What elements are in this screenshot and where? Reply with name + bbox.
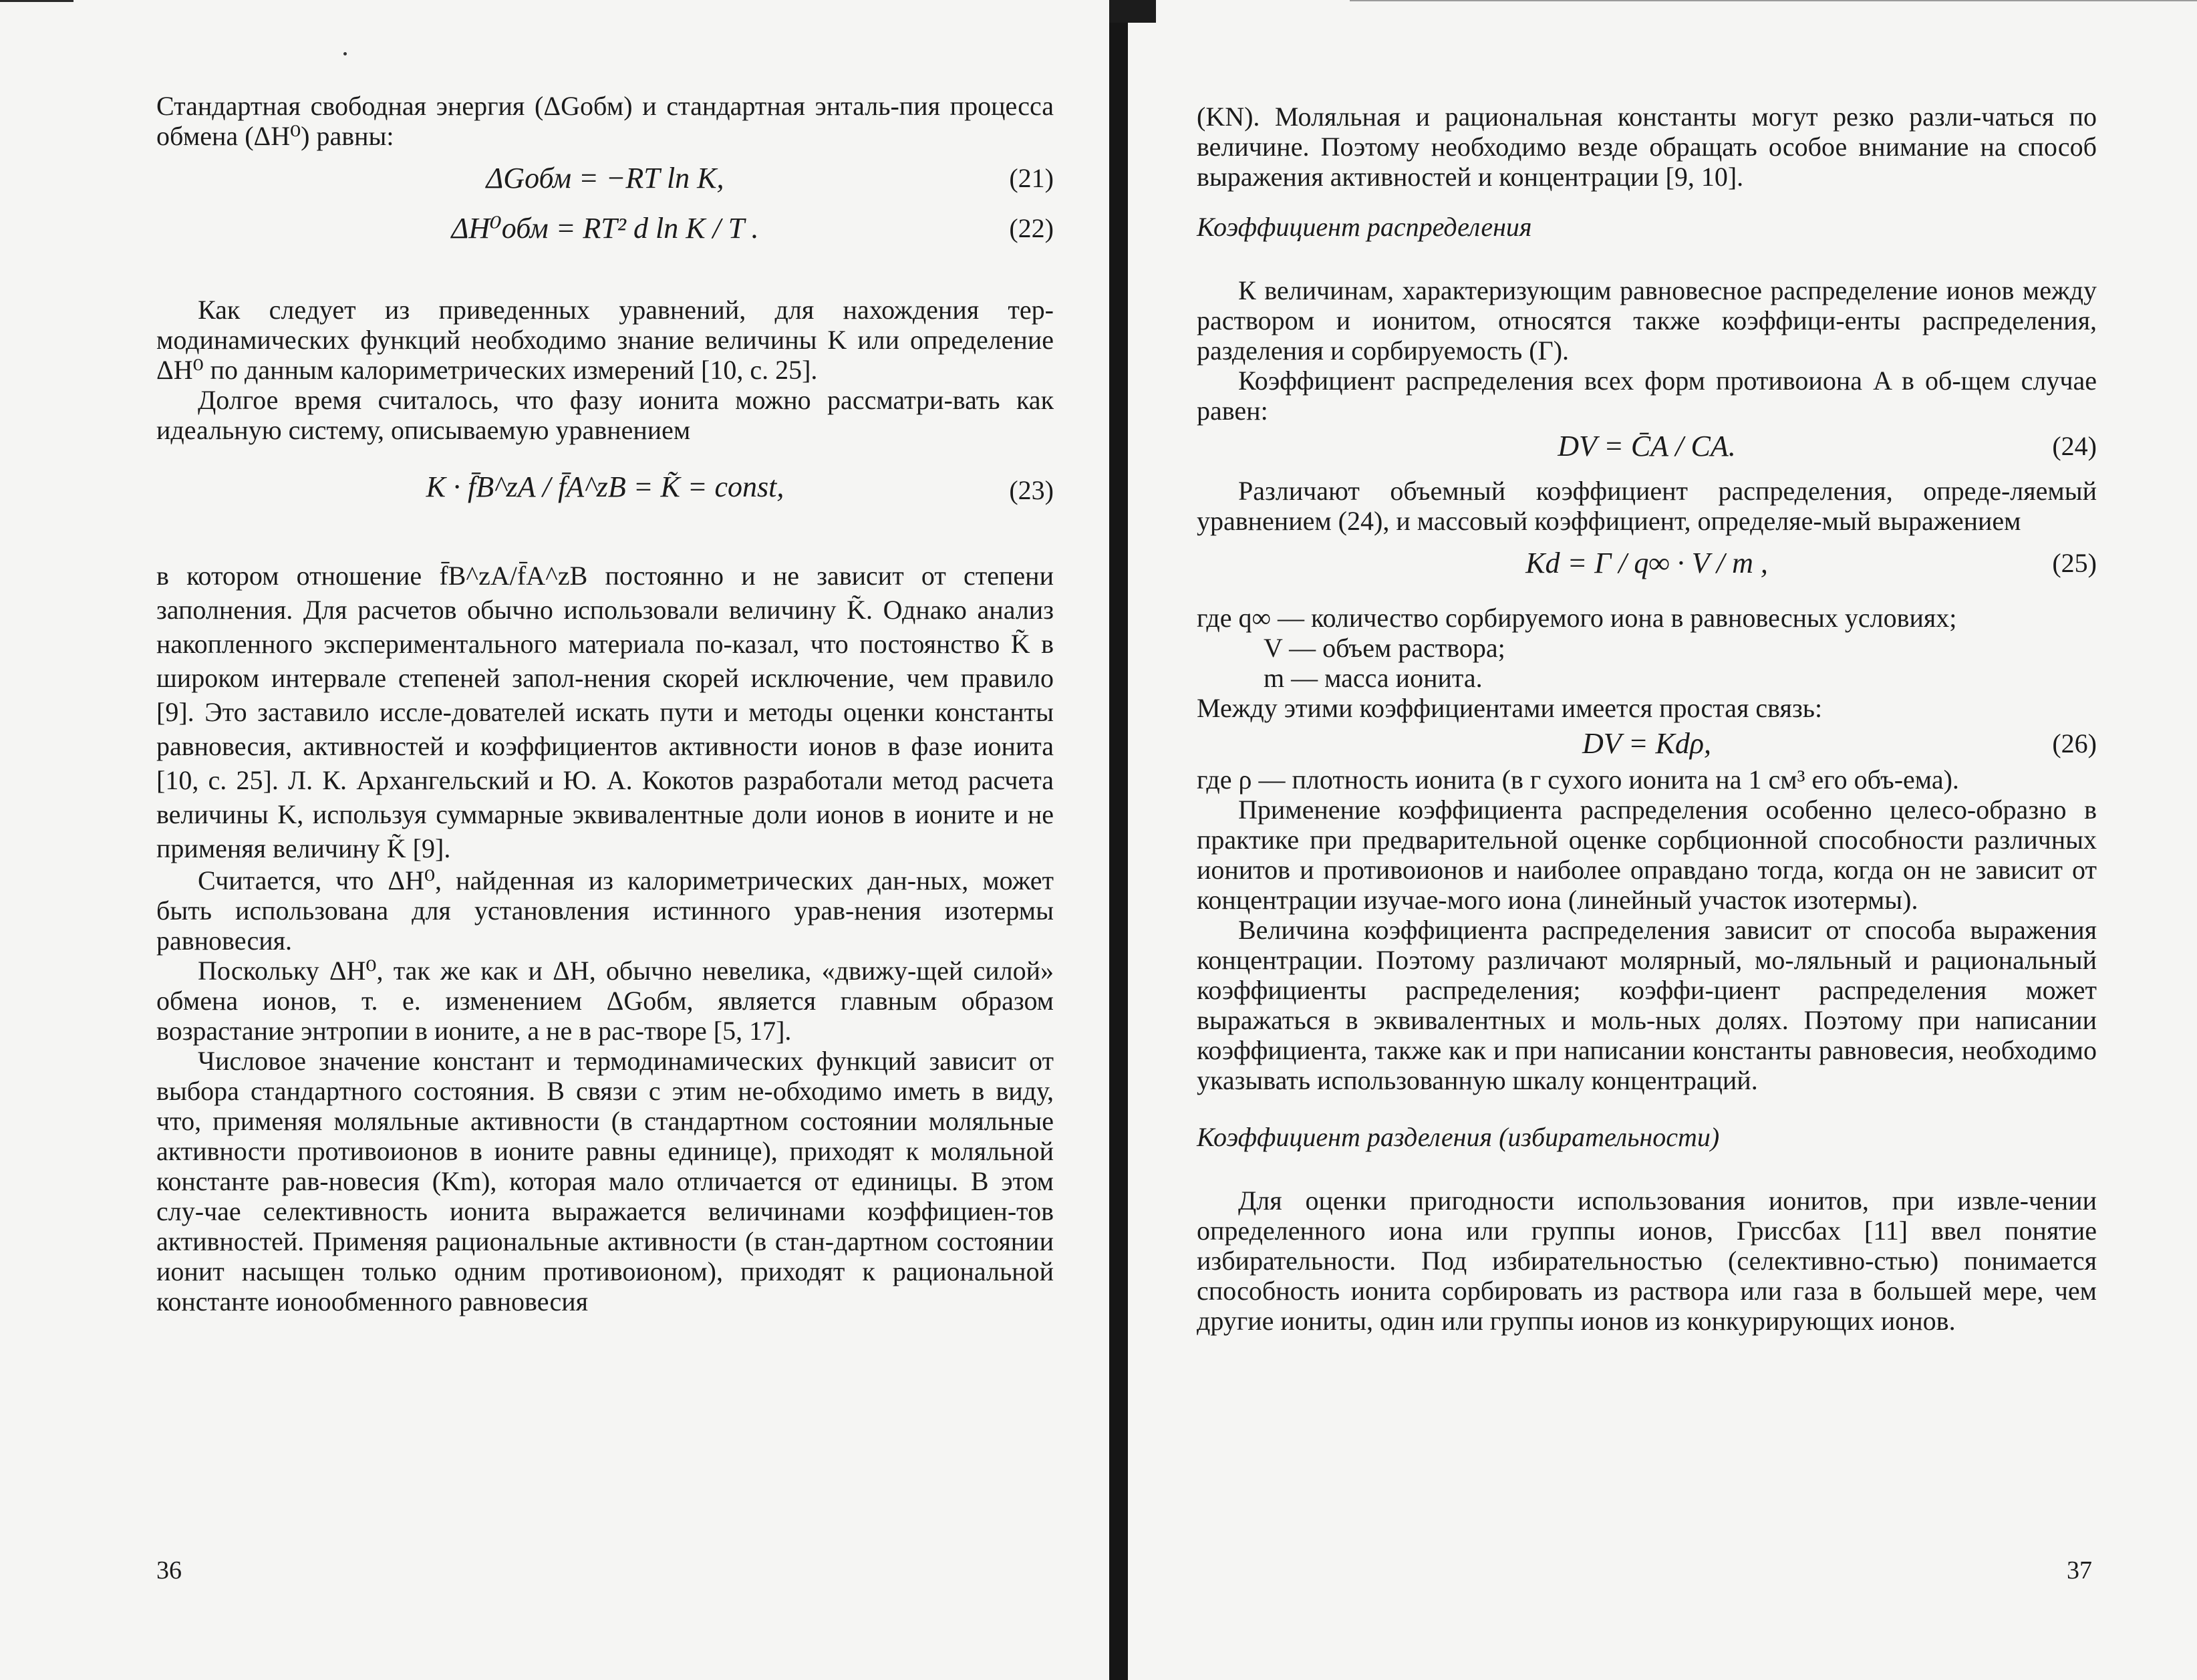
equation-formula: DV = Kdρ, [1582,727,1711,760]
equation-number: (24) [2052,431,2097,461]
paragraph: Различают объемный коэффициент распределения, опреде-ляемый уравнением (24), и массовый коэффициент, определяе-мый выражением [1197,476,2097,536]
equation-21 [156,158,1054,208]
paragraph: Коэффициент распределения всех форм противоиона A в об-щем случае равен: [1197,366,2097,426]
equation-number: (23) [1009,475,1054,505]
where-clause: где ρ — плотность ионита (в г сухого ионита на 1 см³ его объ-ема). [1197,764,1959,795]
paragraph: Величина коэффициента распределения зависит от способа выражения концентрации. Поэтому различают молярный, мо-ляльный и рациональный коэффициенты распределения; коэффи-циент распределения может выражаться в эквивалентных и моль-ных долях. Поэтому при написании коэффициента, также как и при написании константы равновесия, необходимо указывать использованную шкалу концентраций. [1197,915,2097,1095]
paragraph: Стандартная свободная энергия (ΔGобм) и стандартная энталь-пия процесса обмена (ΔH⁰) равны: [156,91,1054,151]
equation-26 [1197,723,2097,764]
section-heading: Коэффициент разделения (избирательности) [1197,1122,1720,1152]
equation-number: (26) [2052,728,2097,758]
paragraph: Применение коэффициента распределения особенно целесо-образно в практике при предварительной оценке сорбционной способности различных ионитов и противоионов и наиболее оправдано тогда, когда он не зависит от концентрации изучае-мого иона (линейный участок изотермы). [1197,795,2097,915]
right-page [1109,0,2197,1680]
where-clause: m — масса ионита. [1264,663,1483,693]
paragraph: Поскольку ΔH⁰, так же как и ΔH, обычно невелика, «движу-щей силой» обмена ионов, т. е. изменением ΔGобм, является главным образом возрастание энтропии в ионите, а не в рас-творе [5, 17]. [156,956,1054,1046]
right-text-column [1197,102,2097,1336]
paragraph: Долгое время считалось, что фазу ионита можно рассматри-вать как идеальную систему, описываемую уравнением [156,385,1054,445]
equation-formula: DV = C̄A / CA. [1558,430,1736,462]
page-number: 36 [156,1556,182,1584]
paragraph: К величинам, характеризующим равновесное распределение ионов между раствором и ионитом, относятся также коэффици-енты распределения, разделения и сорбируемость (Г). [1197,275,2097,366]
equation-number: (21) [1009,163,1054,193]
left-text-column [156,91,1054,1316]
paragraph: (KN). Моляльная и рациональная константы могут резко разли-чаться по величине. Поэтому необходимо везде обращать особое внимание на способ выражения активностей и концентрации [9, 10]. [1197,102,2097,192]
paragraph: Числовое значение констант и термодинамических функций зависит от выбора стандартного состояния. В связи с этим не-обходимо иметь в виду, что, применяя моляльные активности (в стандартном состоянии моляльные активности противоионов в ионите равны единице), приходят к моляльной константе рав-новесия (Km), которая мало отличается от единицы. В этом слу-чае селективность ионита выражается величинами коэффициен-тов активностей. Применяя рациональные активности (в стан-дартном состоянии ионит насыщен только одним противоионом), приходят к рациональной константе ионообменного равновесия [156,1046,1054,1316]
equation-23 [156,445,1054,539]
scan-speck [343,52,347,55]
paragraph: Считается, что ΔH⁰, найденная из калориметрических дан-ных, может быть использована для установления истинного урав-нения изотермы равновесия. [156,865,1054,956]
paragraph: Как следует из приведенных уравнений, для нахождения тер-модинамических функций необходимо знание величины K или определение ΔH⁰ по данным калориметрических измерений [10, с. 25]. [156,295,1054,385]
paragraph: Между этими коэффициентами имеется простая связь: [1197,693,1823,723]
equation-formula: K · f̄B^zA / f̄A^zB = K̃ = const, [426,470,784,503]
equation-formula: ΔGобм = −RT ln K, [486,162,724,194]
equation-22 [156,208,1054,258]
equation-24 [1197,426,2097,476]
page-number: 37 [2067,1556,2092,1584]
where-clause: где q∞ — количество сорбируемого иона в равновесных условиях; [1197,603,1957,633]
paragraph: в котором отношение f̄B^zA/f̄A^zB постоянно и не зависит от степени заполнения. Для расчетов обычно использовали величину K̃. Однако анализ накопленного экспериментального материала по-казал, что постоянство K̃ в широком интервале степеней запол-нения скорей исключение, чем правило [9]. Это заставило иссле-дователей искать пути и методы оценки константы равновесия, активностей и коэффициентов активности ионов в фазе ионита [10, с. 25]. Л. К. Архангельский и Ю. А. Кокотов разработали метод расчета величины K, используя суммарные эквивалентные доли ионов в ионите и не применяя величину K̃ [9]. [156,561,1054,863]
paragraph: Для оценки пригодности использования ионитов, при извле-чении определенного иона или группы ионов, Гриссбах [11] ввел понятие избирательности. Под избирательностью (селективно-стью) понимается способность ионита сорбировать из раствора или газа в большей мере, чем другие иониты, один или группы ионов из конкурирующих ионов. [1197,1185,2097,1336]
equation-number: (22) [1009,213,1054,243]
section-heading: Коэффициент распределения [1197,212,1532,242]
equation-formula: Kd = Г / q∞ · V / m , [1525,547,1768,579]
equation-formula: ΔH⁰обм = RT² d ln K / T . [451,212,759,245]
equation-25 [1197,536,2097,603]
equation-number: (25) [2052,548,2097,578]
where-clause: V — объем раствора; [1264,633,1505,663]
